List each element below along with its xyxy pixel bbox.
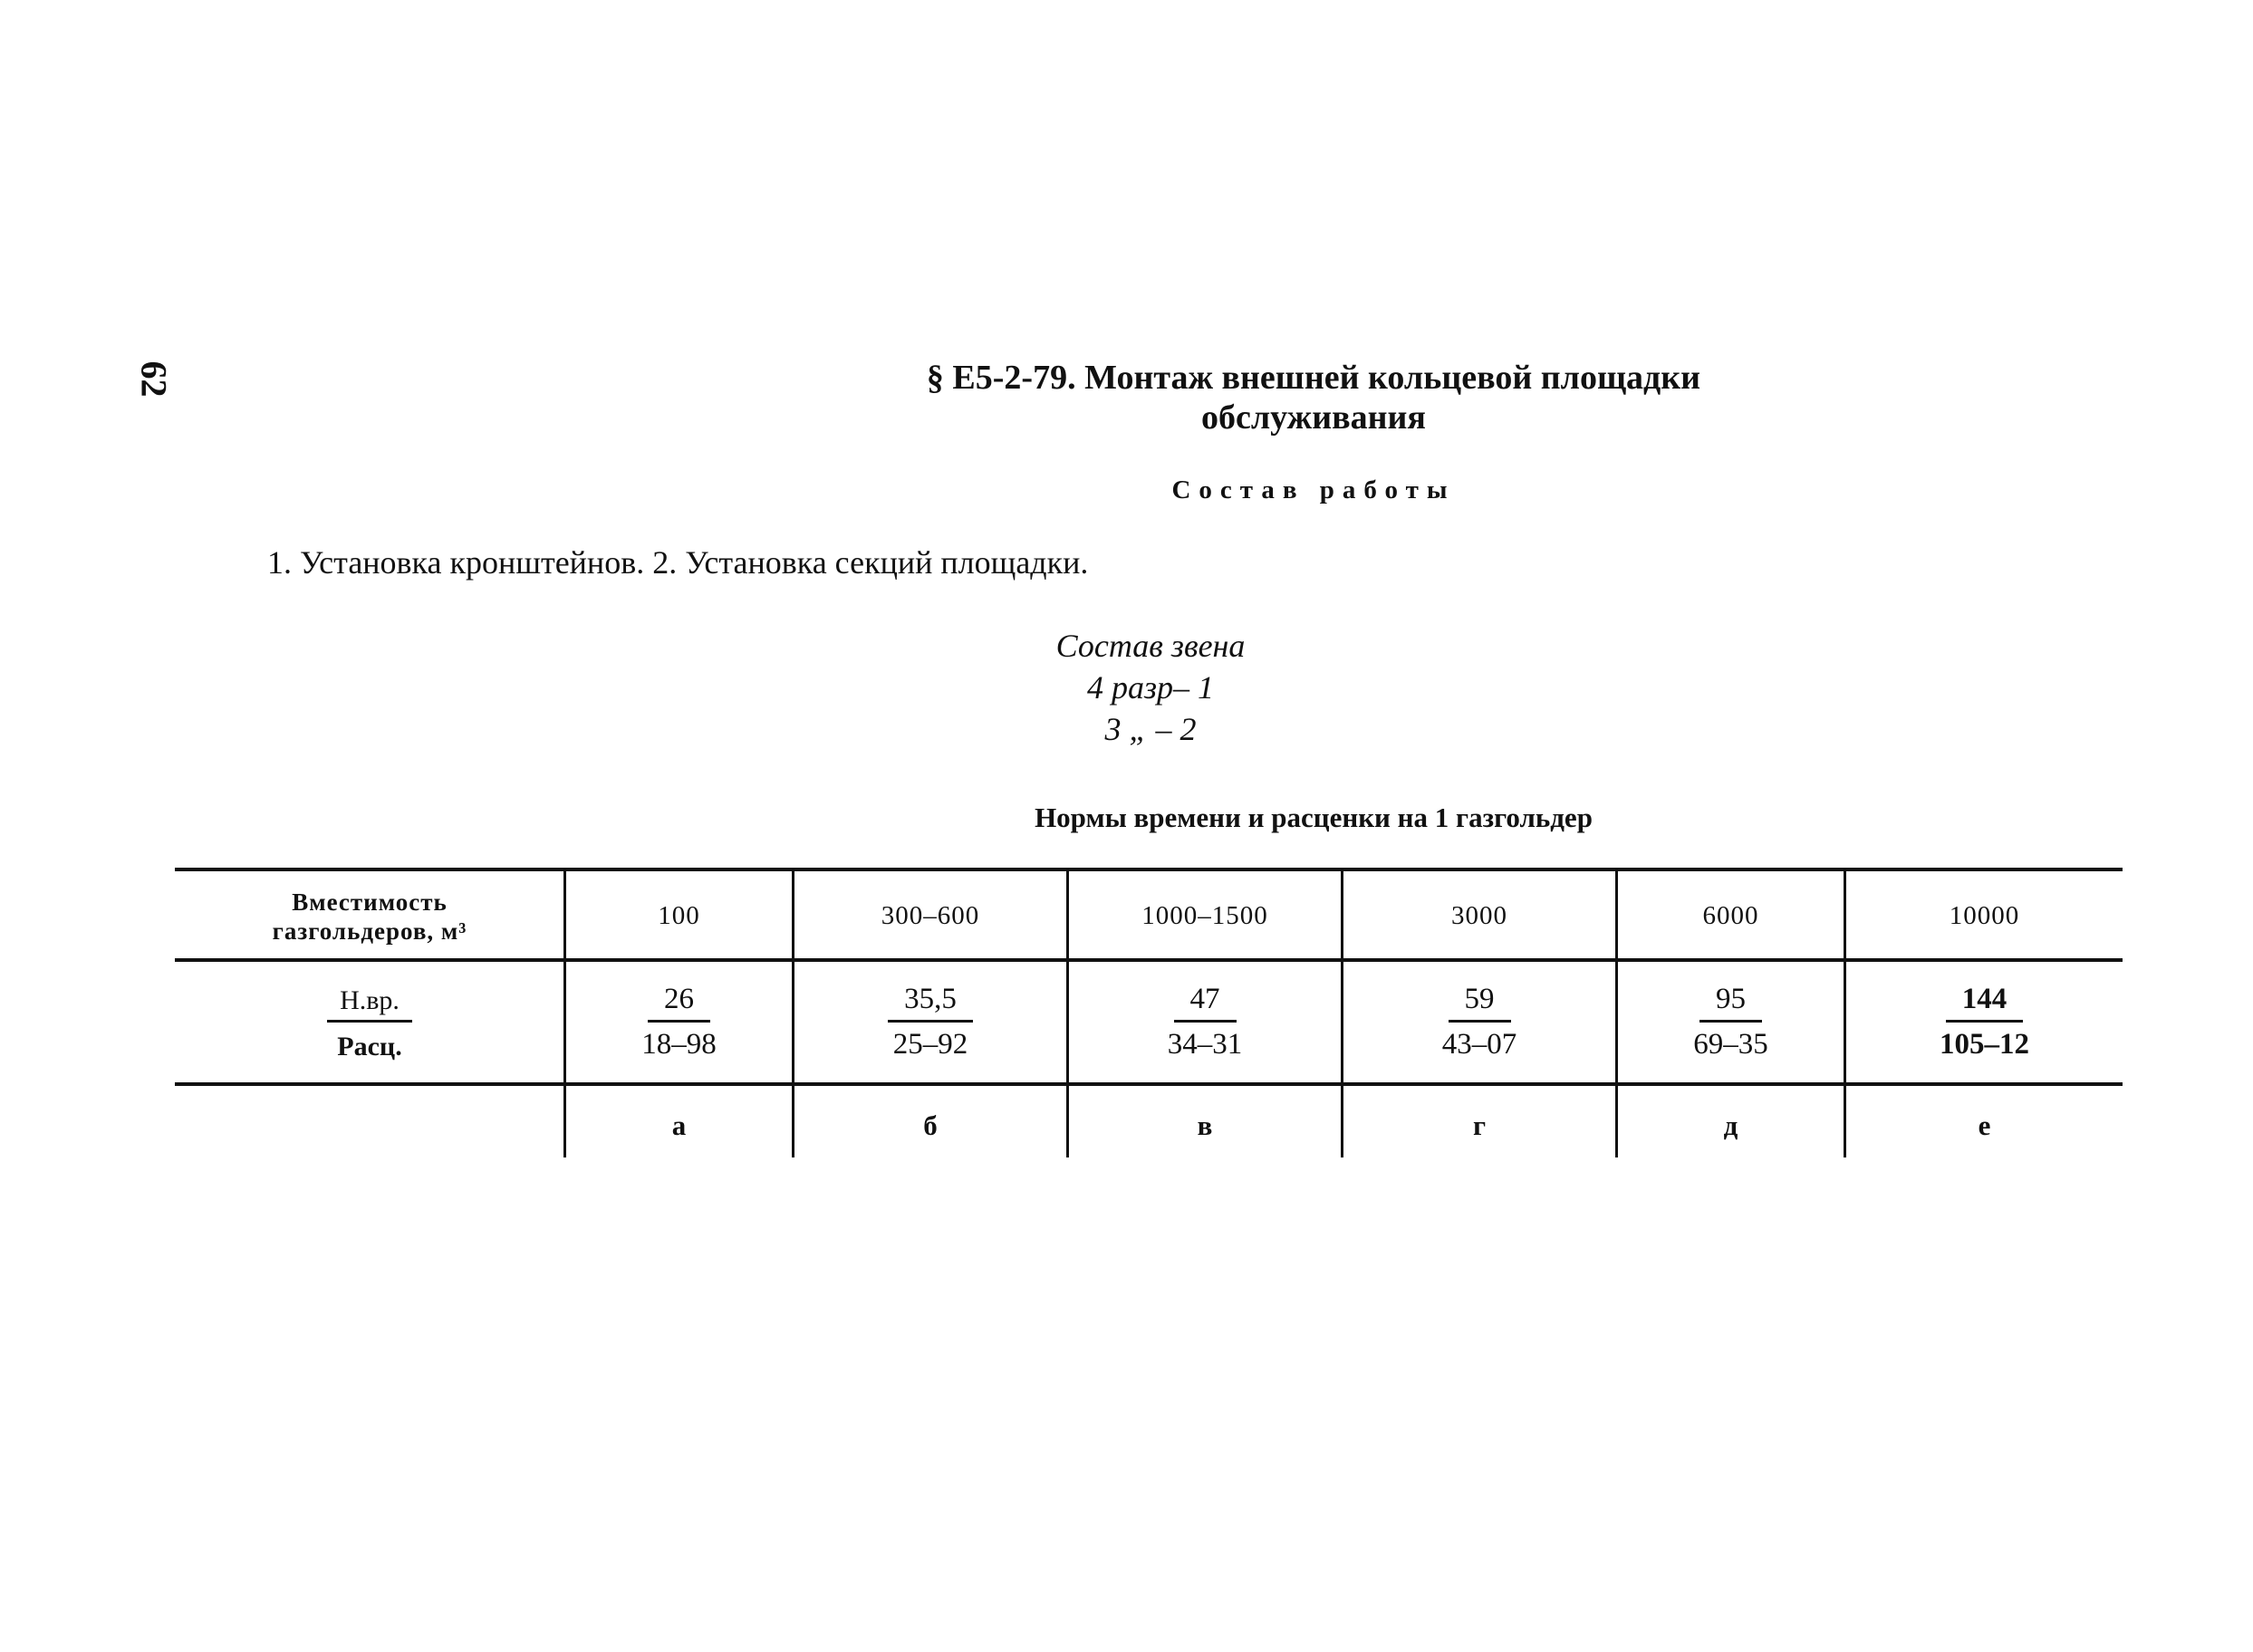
rate-value: 105–12 — [1940, 1028, 2029, 1061]
section-title-line-2: обслуживания — [1200, 399, 1426, 437]
capacity-cell: 10000 — [1949, 901, 2020, 930]
capacity-cell: 300–600 — [881, 901, 980, 930]
norm-value: 47 — [1174, 983, 1237, 1023]
column-letter: д — [1723, 1109, 1738, 1141]
norm-value: 26 — [648, 983, 710, 1023]
capacity-cell: 1000–1500 — [1141, 901, 1268, 930]
column-letter: е — [1978, 1109, 1991, 1141]
norm-value: 35,5 — [888, 983, 973, 1023]
column-letter: а — [671, 1109, 687, 1141]
norm-label: Н.вр. — [327, 985, 412, 1023]
rate-value: 43–07 — [1441, 1028, 1517, 1061]
norm-rate-cell — [1343, 983, 1615, 1061]
norm-rate-cell — [794, 983, 1066, 1061]
table-caption: Нормы времени и расценки на 1 газгольдер — [1035, 802, 1593, 833]
norm-value: 59 — [1449, 983, 1511, 1023]
work-heading: Состав работы — [1171, 475, 1456, 504]
rate-label: Расц. — [337, 1032, 402, 1061]
norm-value: 95 — [1699, 983, 1762, 1023]
capacity-header — [175, 888, 564, 946]
crew-line-1: 4 разр– 1 — [1086, 669, 1215, 706]
rate-value: 34–31 — [1167, 1028, 1243, 1061]
rate-value: 25–92 — [892, 1028, 968, 1061]
norm-rate-cell — [566, 983, 792, 1061]
table-top-rule — [175, 868, 2123, 871]
crew-line-2: 3 „ – 2 — [1104, 711, 1197, 747]
column-letter: г — [1472, 1109, 1487, 1141]
capacity-cell: 6000 — [1702, 901, 1759, 930]
capacity-header-line-1: Вместимость — [292, 888, 448, 916]
norm-rate-cell — [1069, 983, 1341, 1061]
column-letter: б — [923, 1109, 938, 1141]
column-letter: в — [1197, 1109, 1213, 1141]
norm-rate-cell — [1846, 983, 2123, 1061]
section-title — [544, 358, 2084, 437]
crew-block — [906, 625, 1395, 750]
page-number: 62 — [133, 360, 175, 398]
norm-rate-cell — [1618, 983, 1844, 1061]
norm-rate-label — [175, 985, 564, 1062]
crew-heading: Состав звена — [1055, 628, 1246, 664]
rate-value: 69–35 — [1693, 1028, 1768, 1061]
capacity-header-line-2: газгольдеров, м³ — [272, 917, 467, 945]
rate-value: 18–98 — [641, 1028, 717, 1061]
work-items: 1. Установка кронштейнов. 2. Установка секций площадки. — [267, 544, 1089, 581]
section-title-line-1: § Е5-2-79. Монтаж внешней кольцевой площадки — [926, 359, 1701, 397]
capacity-cell: 100 — [658, 901, 700, 930]
table-body-rule — [175, 1082, 2123, 1086]
norm-value: 144 — [1946, 983, 2024, 1023]
table-header-rule — [175, 958, 2123, 962]
capacity-cell: 3000 — [1451, 901, 1507, 930]
